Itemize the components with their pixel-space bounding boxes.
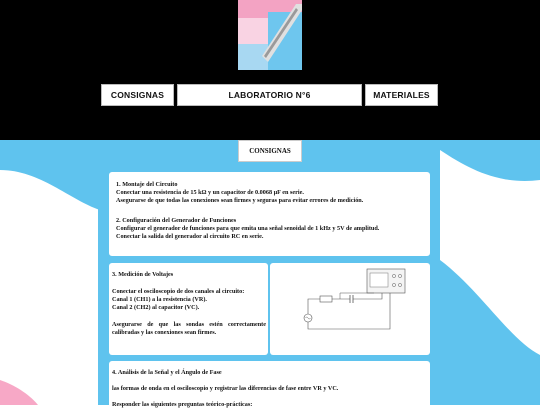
- step2-line1: Configurar el generador de funciones para que emita una señal senoidal de 1 kHz y 5V de amplitud.: [116, 225, 380, 232]
- step3-line2: Canal 1 (CH1) a la resistencia (VR).: [112, 296, 207, 303]
- resistor-icon: [320, 296, 332, 302]
- circuit-diagram: [270, 263, 430, 355]
- step2-line2: Conectar la salida del generador al circuito RC en serie.: [116, 233, 264, 240]
- step4-line1: las formas de onda en el osciloscopio y registrar las diferencias de fase entre VR y VC.: [112, 385, 339, 392]
- step4-heading: 4. Análisis de la Señal y el Ángulo de Fase: [112, 369, 222, 376]
- nav-laboratorio-button[interactable]: LABORATORIO N°6: [177, 84, 362, 106]
- step2-heading: 2. Configuración del Generador de Funciones: [116, 217, 237, 224]
- step1-heading: 1. Montaje del Circuito: [116, 181, 178, 188]
- nav-consignas-button[interactable]: CONSIGNAS: [101, 84, 174, 106]
- left-decoration: [0, 140, 100, 405]
- step3-line1: Conectar el osciloscopio de dos canales al circuito:: [112, 288, 245, 295]
- step4-line2: Responder las siguientes preguntas teórico-prácticas:: [112, 401, 253, 408]
- step1-line2: Asegurarse de que todas las conexiones sean firmes y seguras para evitar errores de medición.: [116, 197, 364, 204]
- site-logo[interactable]: [238, 0, 302, 70]
- right-decoration: [440, 140, 540, 405]
- nav-materiales-button[interactable]: MATERIALES: [365, 84, 438, 106]
- step3-line3: Canal 2 (CH2) al capacitor (VC).: [112, 304, 200, 311]
- section-title: CONSIGNAS: [238, 140, 302, 162]
- step3-heading: 3. Medición de Voltajes: [112, 271, 174, 278]
- step3-line4: Asegurarse de que las sondas estén correctamente calibradas y las conexiones sean firmes.: [112, 321, 266, 337]
- step1-line1: Conectar una resistencia de 15 kΩ y un capacitor de 0.0068 µF en serie.: [116, 189, 304, 196]
